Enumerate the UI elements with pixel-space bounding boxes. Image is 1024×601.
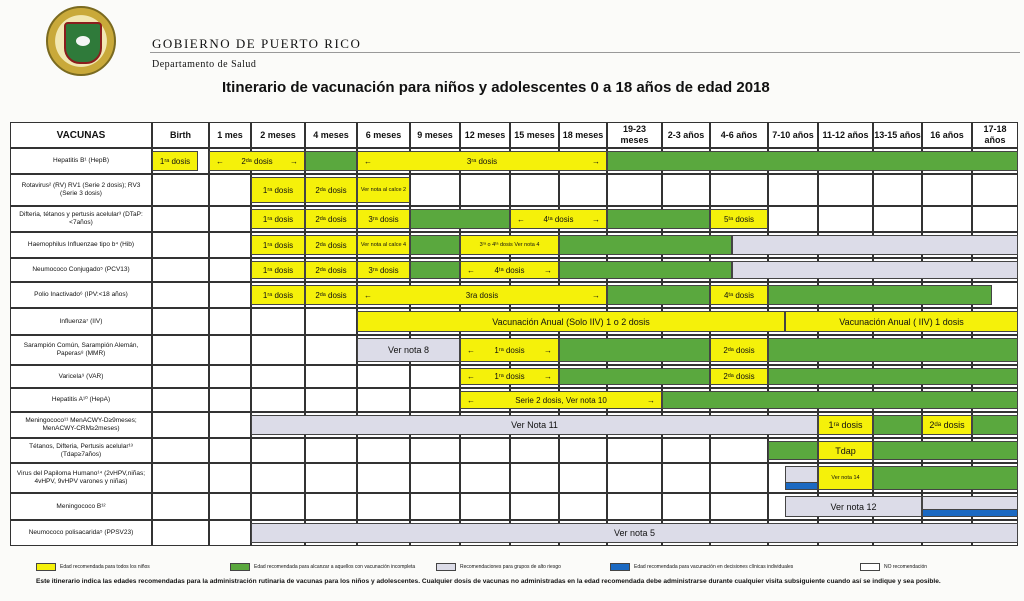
mmr-catchup-2 xyxy=(768,338,1018,362)
schedule-cell xyxy=(209,206,251,232)
schedule-cell xyxy=(209,335,251,365)
arrow-left-icon: ← xyxy=(467,265,475,275)
vaccine-name: Hepatitis A¹⁰ (HepA) xyxy=(51,396,111,403)
arrow-left-icon: ← xyxy=(467,345,475,355)
vaccine-name: Difteria, tétanos y pertusis acelular³ (DTaP:<7años) xyxy=(19,211,143,226)
legend-lavender-swatch xyxy=(436,563,456,571)
hpv-note: Ver nota 14 xyxy=(818,466,873,490)
schedule-cell xyxy=(559,463,607,493)
vaccine-name: Meningococo B¹² xyxy=(56,502,106,510)
age-header: 17-18 años xyxy=(972,122,1018,148)
legend-blue-label: Edad recomendada para vacunación en decisiones clínicas individuales xyxy=(634,564,794,570)
hepb-dose-2-label: 2ᵈᵃ dosis xyxy=(241,156,273,166)
arrow-left-icon: ← xyxy=(364,290,372,300)
vaccine-name: Rotavirus² (RV) RV1 (Serie 2 dosis); RV3 (Serie 3 dosis) xyxy=(21,182,141,197)
pcv-catchup-2 xyxy=(559,261,732,279)
hib-catchup-2 xyxy=(559,235,732,255)
vaccine-name: Virus del Papiloma Humano¹⁴ (2vHPV,niñas; 4vHPV, 9vHPV varones y niñas) xyxy=(16,470,146,485)
schedule-cell xyxy=(209,463,251,493)
schedule-cell xyxy=(152,493,209,520)
header-divider xyxy=(150,52,1020,53)
arrow-right-icon: → xyxy=(544,265,552,275)
schedule-cell xyxy=(152,412,209,438)
schedule-cell xyxy=(305,438,357,463)
schedule-cell xyxy=(710,493,768,520)
pcv-dose-2: 2ᵈᵃ dosis xyxy=(305,261,357,279)
schedule-cell xyxy=(209,520,251,546)
arrow-left-icon: ← xyxy=(216,156,224,166)
pcv-high-risk xyxy=(732,261,1018,279)
ppsv-note: Ver nota 5 xyxy=(251,523,1018,543)
schedule-cell xyxy=(873,206,922,232)
schedule-cell xyxy=(607,174,662,206)
tdap-catchup-2 xyxy=(873,441,1018,460)
hpv-clinical-decision xyxy=(785,482,818,490)
legend-white-label: NO recomendación xyxy=(884,564,928,570)
tdap-dose: Tdap xyxy=(818,441,873,460)
menb-note: Ver nota 12 xyxy=(785,496,922,517)
var-dose-2: 2ᵈᵃ dosis xyxy=(710,368,768,385)
schedule-cell xyxy=(510,493,559,520)
arrow-left-icon: ← xyxy=(467,395,475,405)
arrow-left-icon: ← xyxy=(364,156,372,166)
schedule-cell xyxy=(152,438,209,463)
lamb-icon xyxy=(76,36,90,46)
schedule-cell xyxy=(768,174,818,206)
schedule-cell xyxy=(251,335,305,365)
schedule-cell xyxy=(152,282,209,308)
schedule-cell xyxy=(818,174,873,206)
pcv-dose-1: 1ʳᵃ dosis xyxy=(251,261,305,279)
schedule-cell xyxy=(357,388,410,412)
influenza-annual-1-2: Vacunación Anual (Solo IIV) 1 o 2 dosis xyxy=(357,311,785,332)
schedule-cell xyxy=(510,174,559,206)
hepa-series-label: Serie 2 dosis, Ver nota 10 xyxy=(515,395,607,405)
ipv-dose-1: 1ʳᵃ dosis xyxy=(251,285,305,305)
schedule-cell xyxy=(152,232,209,258)
puerto-rico-seal xyxy=(46,6,116,76)
rv-dose-2: 2ᵈᵃ dosis xyxy=(305,177,357,203)
arrow-right-icon: → xyxy=(544,345,552,355)
schedule-cell xyxy=(662,463,710,493)
rv-note: Ver nota al calce 2 xyxy=(357,177,410,203)
dtap-dose-2: 2ᵈᵃ dosis xyxy=(305,209,357,229)
pcv-dose-3: 3ʳᵃ dosis xyxy=(357,261,410,279)
var-dose-1 xyxy=(460,368,559,385)
legend-white-swatch xyxy=(860,563,880,571)
schedule-cell xyxy=(410,493,460,520)
legend-lavender-label: Recomendaciones para grupos de alto riesgo xyxy=(460,564,561,570)
schedule-cell xyxy=(460,463,510,493)
schedule-cell xyxy=(209,232,251,258)
schedule-cell xyxy=(710,463,768,493)
schedule-cell xyxy=(662,493,710,520)
schedule-cell xyxy=(410,174,460,206)
age-header: 4 meses xyxy=(305,122,357,148)
pcv-catchup xyxy=(410,261,460,279)
age-header: 6 meses xyxy=(357,122,410,148)
arrow-right-icon: → xyxy=(592,214,600,224)
ipv-dose-4: 4ᵗᵃ dosis xyxy=(710,285,768,305)
hepa-series xyxy=(460,391,662,409)
hepb-dose-3 xyxy=(357,151,607,171)
age-header: 1 mes xyxy=(209,122,251,148)
vaccine-name: Hepatitis B¹ (HepB) xyxy=(53,157,109,164)
dtap-catchup xyxy=(410,209,510,229)
arrow-right-icon: → xyxy=(592,156,600,166)
var-dose-1-label: 1ʳᵃ dosis xyxy=(494,372,525,381)
vaccine-name: Tétanos, Difteria, Pertusis acelular¹³ (Tdap≥7años) xyxy=(29,442,133,458)
schedule-cell xyxy=(510,463,559,493)
dtap-dose-4 xyxy=(510,209,607,229)
age-header: 7-10 años xyxy=(768,122,818,148)
men-note: Ver Nota 11 xyxy=(251,415,818,435)
schedule-cell xyxy=(357,463,410,493)
arrow-left-icon: ← xyxy=(467,372,475,381)
schedule-cell xyxy=(460,438,510,463)
schedule-cell xyxy=(152,335,209,365)
schedule-cell xyxy=(251,365,305,388)
influenza-annual-1: Vacunación Anual ( IIV) 1 dosis xyxy=(785,311,1018,332)
vaccine-name: Varicela⁹ (VAR) xyxy=(58,372,104,380)
schedule-cell xyxy=(410,463,460,493)
schedule-cell xyxy=(972,206,1018,232)
schedule-cell xyxy=(410,365,460,388)
schedule-cell xyxy=(768,206,818,232)
schedule-cell xyxy=(209,493,251,520)
hepb-dose-1: 1ʳᵃ dosis xyxy=(152,151,198,171)
hepb-dose-3-label: 3ʳᵃ dosis xyxy=(466,156,498,166)
mmr-catchup xyxy=(559,338,710,362)
schedule-cell xyxy=(357,365,410,388)
schedule-cell xyxy=(607,438,662,463)
hib-dose-2: 2ᵈᵃ dosis xyxy=(305,235,357,255)
menb-clinical-decision xyxy=(922,509,1018,517)
vaccine-name: Polio Inactivado⁶ (IPV:<18 años) xyxy=(34,291,128,298)
vaccine-name: Sarampión Común, Sarampión Alemán, Paperas⁸ (MMR) xyxy=(23,342,139,357)
hib-note: Ver nota al calce 4 xyxy=(357,235,410,255)
ipv-catchup xyxy=(607,285,710,305)
var-catchup xyxy=(559,368,710,385)
age-header: 11-12 años xyxy=(818,122,873,148)
age-header: 16 años xyxy=(922,122,972,148)
age-header: 19-23 meses xyxy=(607,122,662,148)
schedule-cell xyxy=(922,174,972,206)
schedule-cell xyxy=(152,388,209,412)
age-header: 15 meses xyxy=(510,122,559,148)
schedule-cell xyxy=(209,412,251,438)
schedule-cell xyxy=(305,463,357,493)
dtap-dose-5: 5ᵗᵃ dosis xyxy=(710,209,768,229)
age-header: 2-3 años xyxy=(662,122,710,148)
hib-catchup xyxy=(410,235,460,255)
rv-dose-1: 1ʳᵃ dosis xyxy=(251,177,305,203)
schedule-cell xyxy=(559,493,607,520)
footnote: Este itinerario indica las edades recomendadas para la administración rutinaria de vacunas para los niños y adolescentes. Cualquier dosis de vacunas no administradas en la edad recomendada debe administrarse durante cualquier visita subsiguiente cuando así se indique y sea posible. xyxy=(36,578,941,585)
schedule-cell xyxy=(357,493,410,520)
schedule-cell xyxy=(410,388,460,412)
age-header: 2 meses xyxy=(251,122,305,148)
schedule-cell xyxy=(152,365,209,388)
ipv-dose-2: 2ᵈᵃ dosis xyxy=(305,285,357,305)
arrow-right-icon: → xyxy=(592,290,600,300)
men-dose-2: 2ᵈᵃ dosis xyxy=(922,415,972,435)
schedule-cell xyxy=(305,388,357,412)
schedule-cell xyxy=(209,174,251,206)
legend-yellow-swatch xyxy=(36,563,56,571)
age-header: 12 meses xyxy=(460,122,510,148)
dtap-dose-1: 1ʳᵃ dosis xyxy=(251,209,305,229)
ipv-dose-3 xyxy=(357,285,607,305)
schedule-cell xyxy=(152,258,209,282)
vaccine-name: Haemophilus Influenzae tipo b⁴ (Hib) xyxy=(27,241,135,248)
schedule-cell xyxy=(251,438,305,463)
schedule-cell xyxy=(251,463,305,493)
ipv-catchup-2 xyxy=(768,285,992,305)
arrow-right-icon: → xyxy=(290,156,298,166)
hepb-dose-2 xyxy=(209,151,305,171)
mmr-dose-1-label: 1ʳᵃ dosis xyxy=(494,345,525,355)
schedule-cell xyxy=(209,308,251,335)
seal-shield-icon xyxy=(64,22,102,64)
schedule-cell xyxy=(873,174,922,206)
age-header: 18 meses xyxy=(559,122,607,148)
schedule-cell xyxy=(818,206,873,232)
schedule-cell xyxy=(209,438,251,463)
mmr-dose-2: 2ᵈᵃ dosis xyxy=(710,338,768,362)
schedule-cell xyxy=(251,388,305,412)
age-header: Birth xyxy=(152,122,209,148)
vaccine-name: Neumococo Conjugado⁵ (PCV13) xyxy=(32,266,130,273)
men-catchup xyxy=(873,415,922,435)
schedule-cell xyxy=(922,206,972,232)
schedule-cell xyxy=(662,438,710,463)
age-header: 4-6 años xyxy=(710,122,768,148)
legend-green-label: Edad recomendada para alcanzar a aquellos con vacunación incompleta xyxy=(254,564,416,570)
tdap-catchup xyxy=(768,441,818,460)
arrow-right-icon: → xyxy=(647,395,655,405)
schedule-cell xyxy=(460,174,510,206)
legend-yellow-label: Edad recomendada para todos los niños xyxy=(60,564,150,570)
men-catchup-2 xyxy=(972,415,1018,435)
schedule-cell xyxy=(357,438,410,463)
department-name: Departamento de Salud xyxy=(152,59,257,70)
vaccine-name: Meningococo¹¹ MenACWY-D≥9meses; MenACWY-CRM≥2meses) xyxy=(25,417,137,432)
hib-high-risk xyxy=(732,235,1018,255)
men-dose-1: 1ʳᵃ dosis xyxy=(818,415,873,435)
hib-dose-1: 1ʳᵃ dosis xyxy=(251,235,305,255)
schedule-cell xyxy=(251,493,305,520)
schedule-cell xyxy=(305,493,357,520)
vaccine-name: Influenza⁷ (IIV) xyxy=(59,317,103,325)
schedule-cell xyxy=(559,438,607,463)
hib-dose-3-4: 3ʳᵃ o 4ᵗᵃ dosis Ver nota 4 xyxy=(460,235,559,255)
schedule-cell xyxy=(972,174,1018,206)
schedule-cell xyxy=(460,493,510,520)
vaccine-name: Neumococo polisacarida⁵ (PPSV23) xyxy=(28,529,134,536)
schedule-cell xyxy=(305,365,357,388)
schedule-cell xyxy=(152,308,209,335)
schedule-cell xyxy=(305,308,357,335)
mmr-dose-1 xyxy=(460,338,559,362)
schedule-cell xyxy=(209,388,251,412)
age-header: 13-15 años xyxy=(873,122,922,148)
hepb-catchup-late xyxy=(607,151,1018,171)
arrow-right-icon: → xyxy=(544,372,552,381)
legend-green-swatch xyxy=(230,563,250,571)
hepb-catchup xyxy=(305,151,357,171)
arrow-left-icon: ← xyxy=(517,214,525,224)
pcv-dose-4 xyxy=(460,261,559,279)
schedule-cell xyxy=(152,206,209,232)
schedule-cell xyxy=(662,174,710,206)
dtap-catchup-2 xyxy=(607,209,710,229)
schedule-cell xyxy=(251,308,305,335)
government-name: GOBIERNO DE PUERTO RICO xyxy=(152,36,362,51)
dtap-dose-4-label: 4ᵗᵃ dosis xyxy=(543,214,574,224)
ipv-dose-3-label: 3ra dosis xyxy=(465,290,499,300)
schedule-cell xyxy=(410,438,460,463)
schedule-cell xyxy=(559,174,607,206)
schedule-cell xyxy=(510,438,559,463)
hpv-catchup xyxy=(873,466,1018,490)
schedule-cell xyxy=(710,438,768,463)
age-header: 9 meses xyxy=(410,122,460,148)
page-title: Itinerario de vacunación para niños y adolescentes 0 a 18 años de edad 2018 xyxy=(222,79,770,96)
schedule-cell xyxy=(305,335,357,365)
schedule-cell xyxy=(607,463,662,493)
schedule-cell xyxy=(209,282,251,308)
dtap-dose-3: 3ʳᵃ dosis xyxy=(357,209,410,229)
schedule-cell xyxy=(209,365,251,388)
vaccines-column-header: VACUNAS xyxy=(10,122,152,148)
var-catchup-2 xyxy=(768,368,1018,385)
schedule-cell xyxy=(152,463,209,493)
legend-blue-swatch xyxy=(610,563,630,571)
schedule-cell xyxy=(152,174,209,206)
schedule-cell xyxy=(209,258,251,282)
pcv-dose-4-label: 4ᵗᵃ dosis xyxy=(494,265,525,275)
hepa-catchup xyxy=(662,391,1018,409)
schedule-cell xyxy=(710,174,768,206)
mmr-note: Ver nota 8 xyxy=(357,338,460,362)
schedule-cell xyxy=(607,493,662,520)
schedule-cell xyxy=(152,520,209,546)
